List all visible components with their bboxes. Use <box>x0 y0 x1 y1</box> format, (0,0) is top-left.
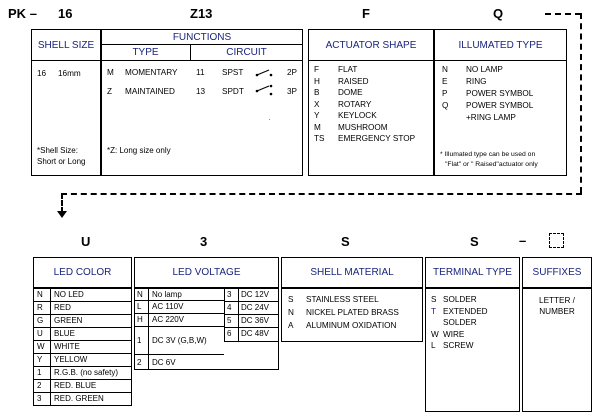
function-type-label-1: MAINTAINED <box>125 87 175 96</box>
led-color-code: R <box>34 302 51 315</box>
led-color-row <box>34 367 132 380</box>
shell-size-note-1: *Shell Size: <box>37 146 78 155</box>
led-color-label: YELLOW <box>51 354 132 367</box>
led-color-code: G <box>34 315 51 328</box>
suffixes-line-2: NUMBER <box>539 307 575 316</box>
illuminated-note-2: "Flat" or " Raised"actuator only <box>445 161 538 168</box>
suffixes-title: SUFFIXES <box>532 267 582 278</box>
circuit-label-1: SPDT <box>222 87 244 96</box>
code-functions: Z13 <box>190 6 213 21</box>
led-color-label: RED. BLUE <box>51 380 132 393</box>
function-type-code-1: Z <box>107 87 113 96</box>
functions-title: FUNCTIONS <box>172 32 232 43</box>
led-color-label: R.G.B. (no safety) <box>51 367 132 380</box>
voltage-code: H <box>137 315 143 324</box>
voltage-code: 5 <box>227 316 232 325</box>
connector-top <box>545 13 581 15</box>
functions-title-line <box>101 44 303 45</box>
illuminated-label: +RING LAMP <box>466 113 516 122</box>
terminal-label: WIRE <box>443 329 465 339</box>
led-color-code: U <box>34 328 51 341</box>
shell-material-title: SHELL MATERIAL <box>310 267 394 278</box>
terminal-code: L <box>431 341 436 350</box>
shell-size-note-2: Short or Long <box>37 157 86 166</box>
led-color-row <box>34 302 132 315</box>
terminal-code: T <box>431 306 437 316</box>
code-terminal: S <box>470 234 479 249</box>
voltage-label: DC 36V <box>241 316 270 325</box>
voltage-grid-line <box>238 288 239 342</box>
voltage-code: 4 <box>227 303 232 312</box>
material-label: ALUMINUM OXIDATION <box>306 321 397 330</box>
function-type-code-0: M <box>107 68 114 77</box>
led-voltage-title: LED VOLTAGE <box>172 267 241 278</box>
function-type-label-0: MOMENTARY <box>125 68 178 77</box>
circuit-label-0: SPST <box>222 68 244 77</box>
voltage-label: No lamp <box>152 289 182 299</box>
led-color-row <box>34 341 132 354</box>
voltage-grid-line <box>224 301 279 302</box>
led-color-code: N <box>34 289 51 302</box>
actuator-label: EMERGENCY STOP <box>338 134 416 143</box>
illuminated-label: NO LAMP <box>466 65 503 74</box>
actuator-code: TS <box>314 134 325 143</box>
voltage-label: DC 24V <box>241 303 270 312</box>
led-color-row <box>34 393 132 406</box>
illuminated-label: POWER SYMBOL <box>466 89 534 98</box>
shell-size-header-line <box>31 60 101 61</box>
functions-header-line <box>101 60 303 61</box>
material-code: N <box>288 308 294 317</box>
led-color-label: BLUE <box>51 328 132 341</box>
led-color-row <box>34 289 132 302</box>
led-color-label: GREEN <box>51 315 132 328</box>
actuator-code: F <box>314 65 320 74</box>
terminal-code: W <box>431 329 439 339</box>
actuator-label: KEYLOCK <box>338 111 377 120</box>
actuator-label: MUSHROOM <box>338 122 388 132</box>
functions-type-title: TYPE <box>132 47 159 58</box>
voltage-grid-line <box>224 341 279 342</box>
voltage-label: DC 3V (G,B,W) <box>152 335 207 345</box>
illuminated-code: P <box>442 89 448 98</box>
code-suffix-dash: – <box>519 233 527 248</box>
code-prefix: PK – <box>8 6 37 21</box>
terminal-label: SOLDER <box>443 318 477 327</box>
illuminated-header-line <box>434 60 567 61</box>
actuator-code: Y <box>314 111 320 120</box>
led-color-code: 3 <box>34 393 51 406</box>
functions-circuit-title: CIRCUIT <box>226 47 267 58</box>
code-shell-material: S <box>341 234 350 249</box>
circuit-code-1: 13 <box>196 87 206 96</box>
voltage-code: N <box>137 289 143 299</box>
shell-size-label: 16mm <box>58 69 81 78</box>
actuator-label: ROTARY <box>338 99 372 109</box>
voltage-code: 6 <box>227 329 232 338</box>
voltage-code: 2 <box>137 357 142 367</box>
connector-arrow-icon <box>57 211 67 218</box>
led-color-row <box>34 380 132 393</box>
circuit-pos-1: 3P <box>287 87 298 96</box>
actuator-label: RAISED <box>338 76 369 86</box>
voltage-label: DC 6V <box>152 357 176 367</box>
illuminated-label: RING <box>466 77 487 86</box>
spdt-switch-icon <box>251 82 281 103</box>
code-actuator: F <box>362 6 370 21</box>
actuator-code: B <box>314 88 320 97</box>
connector-left <box>61 193 63 213</box>
shell-size-code: 16 <box>37 69 47 78</box>
material-label: NICKEL PLATED BRASS <box>306 308 399 317</box>
actuator-code: H <box>314 76 320 86</box>
actuator-header-line <box>308 60 434 61</box>
voltage-grid-line <box>148 288 149 370</box>
led-color-label: RED. GREEN <box>51 393 132 406</box>
shell-size-title: SHELL SIZE <box>37 40 95 51</box>
actuator-code: X <box>314 99 320 109</box>
actuator-label: FLAT <box>338 65 358 74</box>
voltage-code: 3 <box>227 290 232 299</box>
led-color-table <box>33 288 132 406</box>
led-color-label: WHITE <box>51 341 132 354</box>
led-color-code: Y <box>34 354 51 367</box>
illuminated-code: N <box>442 65 448 74</box>
led-color-row <box>34 354 132 367</box>
voltage-grid-line <box>224 327 279 328</box>
connector-bottom <box>61 193 582 195</box>
code-shell-size: 16 <box>58 6 73 21</box>
voltage-code: 1 <box>137 335 142 345</box>
led-color-row <box>34 328 132 341</box>
terminal-title: TERMINAL TYPE <box>433 267 512 278</box>
actuator-title: ACTUATOR SHAPE <box>325 40 417 51</box>
led-color-title: LED COLOR <box>53 267 112 278</box>
code-led-voltage: 3 <box>200 234 208 249</box>
illuminated-code: Q <box>442 101 449 110</box>
circuit-pos-0: 2P <box>287 68 298 77</box>
voltage-label: DC 12V <box>241 290 270 299</box>
led-color-code: 1 <box>34 367 51 380</box>
material-code: S <box>288 295 294 304</box>
material-code: A <box>288 321 294 330</box>
voltage-grid-line <box>224 314 279 315</box>
suffix-placeholder-icon <box>549 233 564 248</box>
actuator-code: M <box>314 122 321 132</box>
material-label: STAINLESS STEEL <box>306 295 379 304</box>
code-led-color: U <box>81 234 91 249</box>
terminal-label: SOLDER <box>443 295 477 304</box>
suffixes-line-1: LETTER / <box>539 296 575 305</box>
voltage-label: AC 110V <box>152 302 184 311</box>
circuit-code-0: 11 <box>196 68 205 77</box>
illuminated-code: E <box>442 77 448 86</box>
actuator-label: DOME <box>338 88 363 97</box>
led-color-label: NO LED <box>51 289 132 302</box>
code-illuminated: Q <box>493 6 504 21</box>
led-color-row <box>34 315 132 328</box>
led-color-label: RED <box>51 302 132 315</box>
connector-right <box>580 13 582 193</box>
voltage-label: DC 48V <box>241 329 270 338</box>
illuminated-title: ILLUMATED TYPE <box>458 40 543 51</box>
led-color-code: 2 <box>34 380 51 393</box>
illuminated-label: POWER SYMBOL <box>466 101 534 110</box>
voltage-label: AC 220V <box>152 315 185 324</box>
led-color-code: W <box>34 341 51 354</box>
terminal-label: EXTENDED <box>443 306 488 316</box>
voltage-code: L <box>137 302 142 311</box>
stray-dot <box>269 119 270 120</box>
terminal-code: S <box>431 295 437 304</box>
functions-note: *Z: Long size only <box>107 146 171 155</box>
illuminated-note-1: * Illumated type can be used on <box>440 151 536 158</box>
terminal-label: SCREW <box>443 341 474 350</box>
